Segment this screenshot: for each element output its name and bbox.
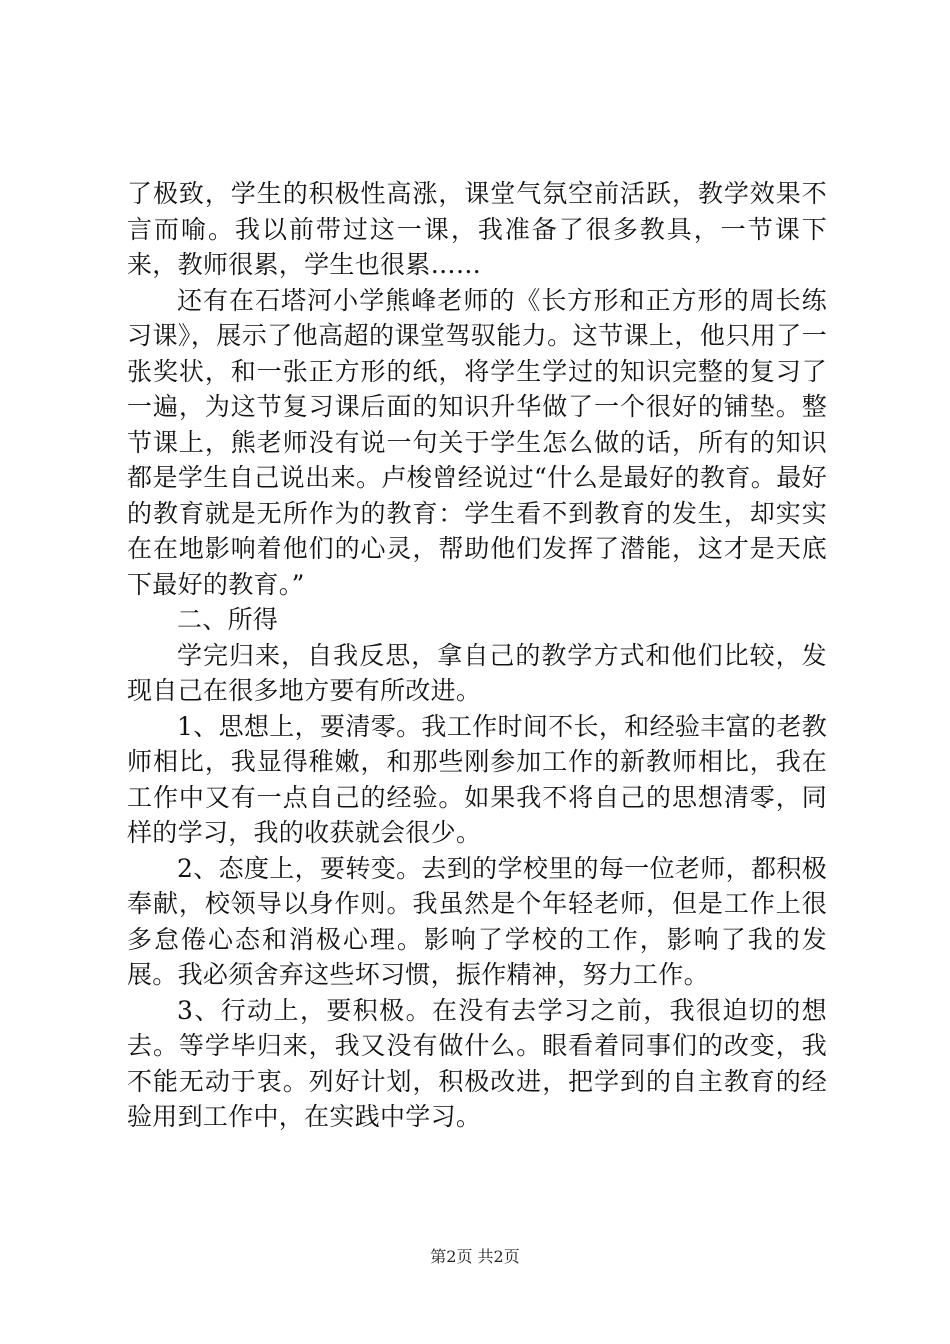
paragraph-continuation: 了极致，学生的积极性高涨，课堂气氛空前活跃，教学效果不言而喻。我以前带过这一课，我准备了很多教具，一节课下来，教师很累，学生也很累……: [127, 179, 827, 279]
paragraph-point-3: 3、行动上，要积极。在没有去学习之前，我很迫切的想去。等学毕归来，我又没有做什么。眼看着同事们的改变，我不能无动于衷。列好计划，积极改进，把学到的自主教育的经验用到工作中，在实践中学习。: [127, 995, 827, 1131]
paragraph-point-2: 2、态度上，要转变。去到的学校里的每一位老师，都积极奉献，校领导以身作则。我虽然是个年轻老师，但是工作上很多怠倦心态和消极心理。影响了学校的工作，影响了我的发展。我必须舍弃这些坏习惯，振作精神，努力工作。: [127, 853, 827, 989]
section-heading-gains: 二、所得: [177, 605, 279, 634]
paragraph-lesson-example: 还有在石塔河小学熊峰老师的《长方形和正方形的周长练习课》，展示了他高超的课堂驾驭能力。这节课上，他只用了一张奖状，和一张正方形的纸，将学生学过的知识完整的复习了一遍，为这节复习课后面的知识升华做了一个很好的铺垫。整节课上，熊老师没有说一句关于学生怎么做的话，所有的知识都是学生自己说出来。卢梭曾经说过“什么是最好的教育。最好的教育就是无所作为的教育：学生看不到教育的发生，却实实在在地影响着他们的心灵，帮助他们发挥了潜能，这才是天底下最好的教育。”: [127, 285, 827, 599]
paragraph-reflection: 学完归来，自我反思，拿自己的教学方式和他们比较，发现自己在很多地方要有所改进。: [127, 640, 827, 705]
paragraph-point-1: 1、思想上，要清零。我工作时间不长，和经验丰富的老教师相比，我显得稚嫩，和那些刚参加工作的新教师相比，我在工作中又有一点自己的经验。如果我不将自己的思想清零，同样的学习，我的收获就会很少。: [127, 711, 827, 847]
document-body: [127, 176, 827, 1135]
page-number-footer: 第2页 共2页: [430, 1247, 520, 1266]
